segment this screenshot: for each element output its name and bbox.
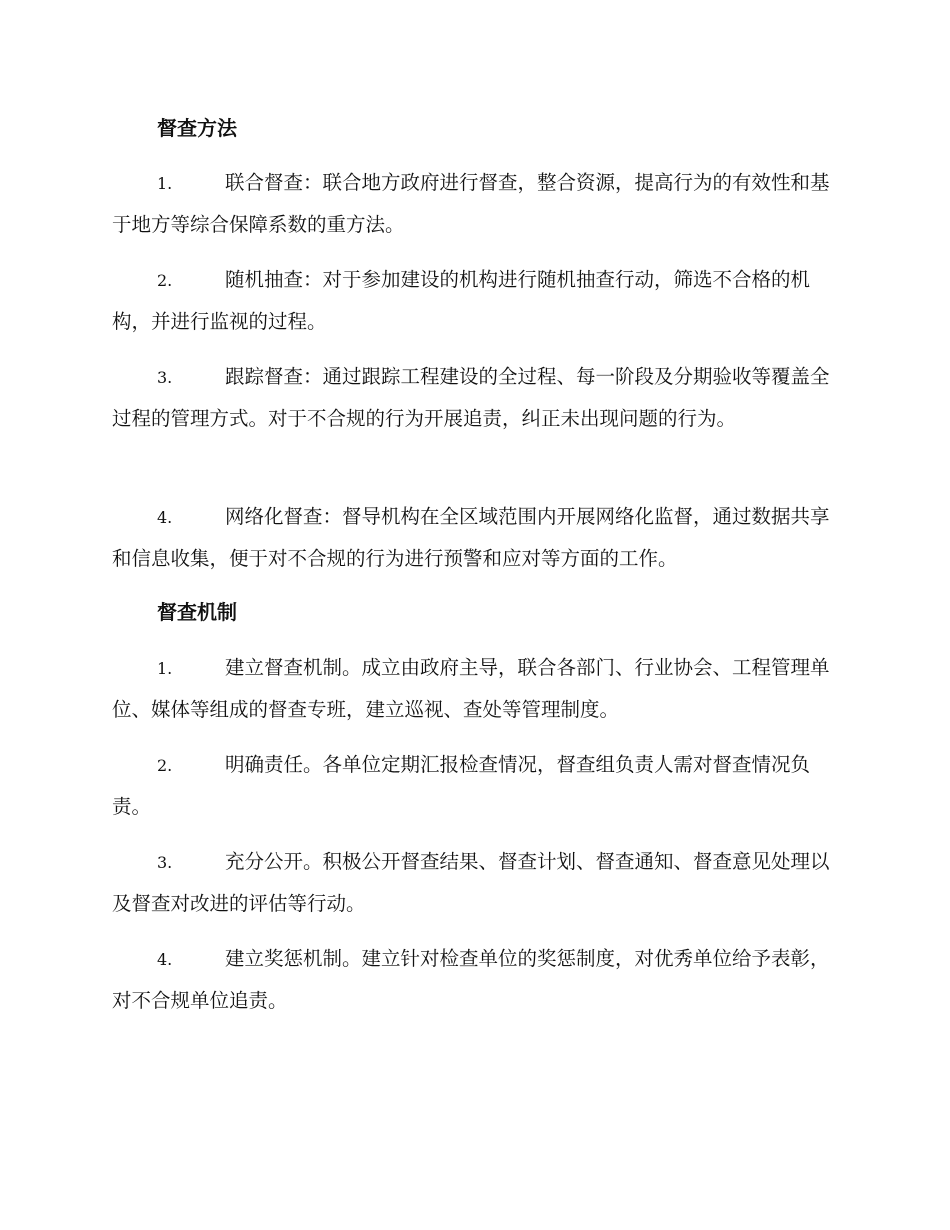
list-item xyxy=(112,162,834,245)
list-item xyxy=(112,841,834,924)
list-item xyxy=(112,259,834,342)
list-number: 3. xyxy=(157,853,173,872)
list-number: 4. xyxy=(157,950,173,969)
list-item-text: 网络化督查：督导机构在全区域范围内开展网络化监督，通过数据共享和信息收集，便于对不合规的行为进行预警和应对等方面的工作。 xyxy=(112,505,830,570)
list-number: 2. xyxy=(157,271,173,290)
list-item-text: 跟踪督查：通过跟踪工程建设的全过程、每一阶段及分期验收等覆盖全过程的管理方式。对于不合规的行为开展追责，纠正未出现问题的行为。 xyxy=(112,365,830,430)
list-item xyxy=(112,647,834,730)
list-item xyxy=(112,938,834,1021)
list-item-text: 充分公开。积极公开督查结果、督查计划、督查通知、督查意见处理以及督查对改进的评估等行动。 xyxy=(112,850,830,915)
list-item-text: 建立督查机制。成立由政府主导，联合各部门、行业协会、工程管理单位、媒体等组成的督查专班，建立巡视、查处等管理制度。 xyxy=(112,656,830,721)
list-item-text: 随机抽查：对于参加建设的机构进行随机抽查行动，筛选不合格的机构，并进行监视的过程。 xyxy=(112,268,811,333)
section-title-mechanism: 督查机制 xyxy=(157,600,237,624)
list-item xyxy=(112,744,834,827)
list-number: 2. xyxy=(157,756,173,775)
list-number: 1. xyxy=(157,174,173,193)
list-item xyxy=(112,496,834,579)
list-item-text: 明确责任。各单位定期汇报检查情况，督查组负责人需对督查情况负责。 xyxy=(112,753,811,818)
list-item-text: 联合督查：联合地方政府进行督查，整合资源，提高行为的有效性和基于地方等综合保障系数的重方法。 xyxy=(112,171,830,236)
list-item xyxy=(112,356,834,439)
list-number: 1. xyxy=(157,659,173,678)
section-title-methods: 督查方法 xyxy=(157,116,237,140)
list-item-text: 建立奖惩机制。建立针对检查单位的奖惩制度，对优秀单位给予表彰，对不合规单位追责。 xyxy=(112,947,830,1012)
list-number: 3. xyxy=(157,368,173,387)
list-number: 4. xyxy=(157,508,173,527)
